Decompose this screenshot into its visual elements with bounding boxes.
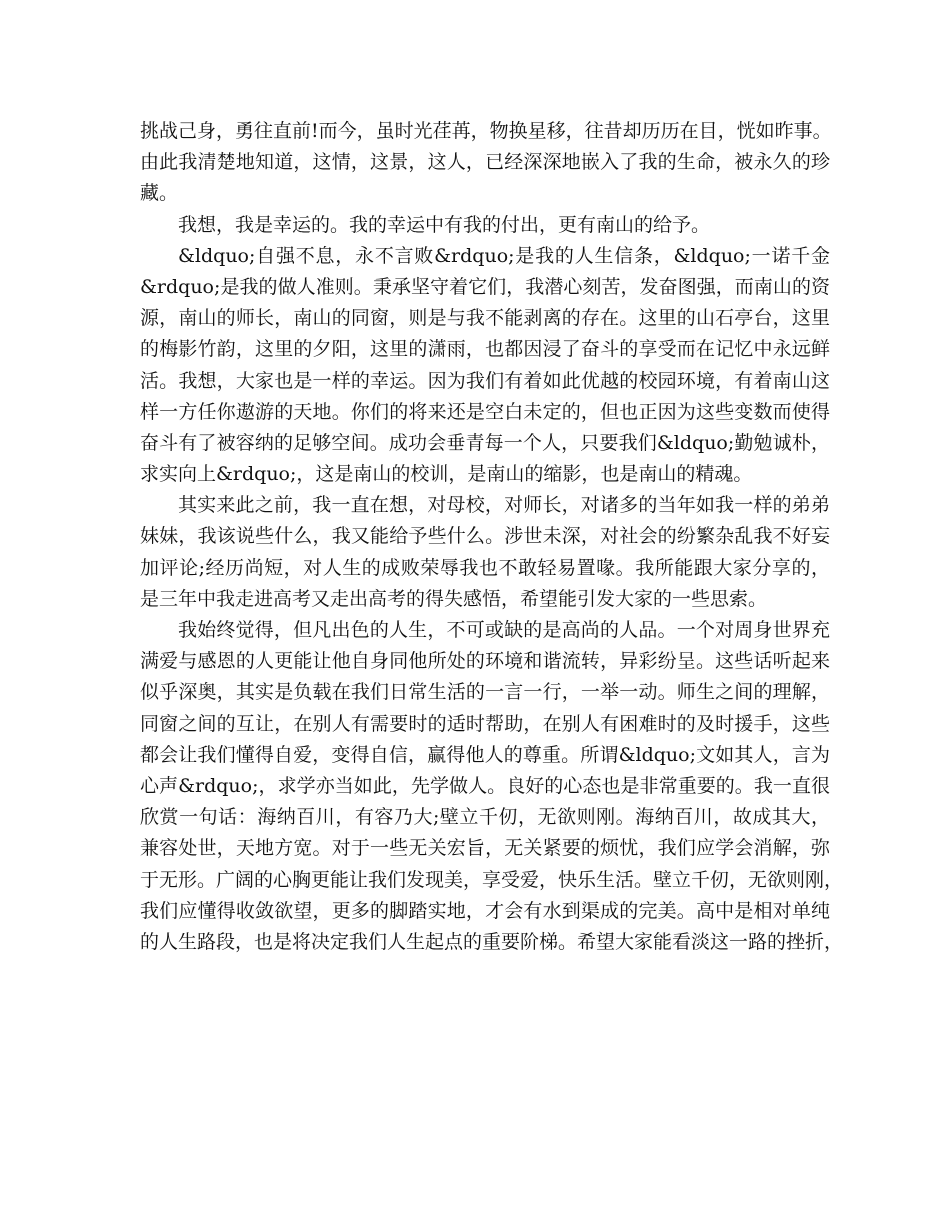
text-line: 活。我想，大家也是一样的幸运。因为我们有着如此优越的校园环境，有着南山这 (140, 369, 830, 392)
text-line: 我们应懂得收敛欲望，更多的脚踏实地，才会有水到渠成的完美。高中是相对单纯 (140, 899, 830, 922)
text-line: &rdquo;是我的做人准则。秉承坚守着它们，我潜心刻苦，发奋图强，而南山的资 (140, 275, 830, 298)
text-line: 奋斗有了被容纳的足够空间。成功会垂青每一个人，只要我们&ldquo;勤勉诚朴， (140, 431, 830, 454)
text-line: &ldquo;自强不息，永不言败&rdquo;是我的人生信条，&ldquo;一诺千金 (178, 244, 830, 267)
text-line: 妹妹，我该说些什么，我又能给予些什么。涉世未深，对社会的纷繁杂乱我不好妄 (140, 525, 830, 548)
text-line: 兼容处世，天地方宽。对于一些无关宏旨，无关紧要的烦忧，我们应学会消解，弥 (140, 837, 830, 860)
text-line: 心声&rdquo;，求学亦当如此，先学做人。良好的心态也是非常重要的。我一直很 (140, 774, 830, 797)
text-line: 挑战己身，勇往直前!而今，虽时光荏苒，物换星移，往昔却历历在目，恍如昨事。 (140, 120, 832, 142)
text-line: 欣赏一句话：海纳百川，有容乃大;壁立千仞，无欲则刚。海纳百川，故成其大， (140, 806, 830, 829)
text-line: 我始终觉得，但凡出色的人生，不可或缺的是高尚的人品。一个对周身世界充 (178, 619, 830, 641)
text-line: 其实来此之前，我一直在想，对母校，对师长，对诸多的当年如我一样的弟弟 (178, 494, 830, 517)
text-line: 藏。 (140, 182, 179, 205)
text-line: 的人生路段，也是将决定我们人生起点的重要阶梯。希望大家能看淡这一路的挫折， (140, 930, 844, 953)
text-line: 满爱与感恩的人更能让他自身同他所处的环境和谐流转，异彩纷呈。这些话听起来 (140, 650, 830, 673)
text-line: 我想，我是幸运的。我的幸运中有我的付出，更有南山的给予。 (178, 213, 711, 236)
text-line: 似乎深奥，其实是负载在我们日常生活的一言一行，一举一动。师生之间的理解， (140, 681, 830, 704)
text-line: 于无形。广阔的心胸更能让我们发现美，享受爱，快乐生活。壁立千仞，无欲则刚， (140, 868, 844, 891)
text-line: 加评论;经历尚短，对人生的成败荣辱我也不敢轻易置喙。我所能跟大家分享的， (140, 556, 830, 579)
text-line: 同窗之间的互让，在别人有需要时的适时帮助，在别人有困难时的及时援手，这些 (140, 712, 830, 735)
text-line: 是三年中我走进高考又走出高考的得失感悟，希望能引发大家的一些思索。 (140, 587, 768, 610)
text-line: 由此我清楚地知道，这情，这景，这人，已经深深地嵌入了我的生命，被永久的珍 (140, 151, 830, 174)
text-line: 源，南山的师长，南山的同窗，则是与我不能剥离的存在。这里的山石亭台，这里 (140, 307, 830, 330)
text-line: 样一方任你遨游的天地。你们的将来还是空白未定的，但也正因为这些变数而使得 (140, 400, 830, 423)
text-line: 都会让我们懂得自爱，变得自信，赢得他人的尊重。所谓&ldquo;文如其人，言为 (140, 743, 830, 766)
document-body (140, 116, 844, 958)
text-line: 的梅影竹韵，这里的夕阳，这里的潇雨，也都因浸了奋斗的享受而在记忆中永远鲜 (140, 338, 830, 361)
text-line: 求实向上&rdquo;，这是南山的校训，是南山的缩影，也是南山的精魂。 (140, 463, 753, 486)
